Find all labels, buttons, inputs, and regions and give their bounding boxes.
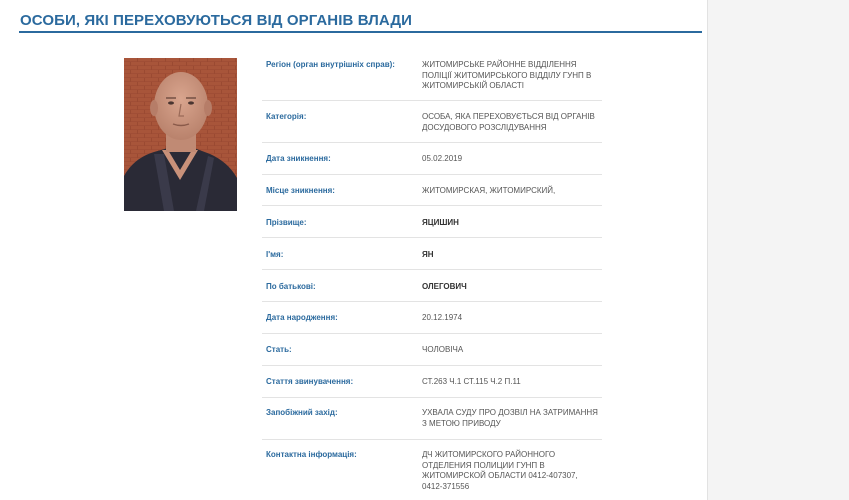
field-label: Стаття звинувачення: <box>266 377 354 386</box>
row-separator <box>262 142 602 143</box>
field-value: СТ.263 Ч.1 СТ.115 Ч.2 П.11 <box>422 377 521 386</box>
field-value: ЧОЛОВІЧА <box>422 345 464 354</box>
field-label: Категорія: <box>266 112 307 121</box>
field-value: 05.02.2019 <box>422 154 463 163</box>
field-value: ЯН <box>422 250 434 259</box>
field-label: Місце зникнення: <box>266 186 335 195</box>
row-separator <box>262 205 602 206</box>
field-value: УХВАЛА СУДУ ПРО ДОЗВІЛ НА ЗАТРИМАННЯ З МЕТОЮ ПРИВОДУ <box>422 408 598 428</box>
field-label: Дата народження: <box>266 313 338 322</box>
field-value: ЯЦИШИН <box>422 218 459 227</box>
person-photo <box>124 58 237 211</box>
field-label: Контактна інформація: <box>266 450 357 459</box>
field-label: Стать: <box>266 345 292 354</box>
field-value: ДЧ ЖИТОМИРСКОГО РАЙОННОГО ОТДЕЛЕНИЯ ПОЛИЦИИ ГУНП В ЖИТОМИРСКОЙ ОБЛАСТИ 0412-407307, 0412-371556 <box>422 450 578 491</box>
row-separator <box>262 174 602 175</box>
field-value: 20.12.1974 <box>422 313 463 322</box>
row-separator <box>262 100 602 101</box>
field-label: Дата зникнення: <box>266 154 331 163</box>
field-label: І'мя: <box>266 250 284 259</box>
row-separator <box>262 439 602 440</box>
field-label: Регіон (орган внутрішніх справ): <box>266 60 395 69</box>
row-separator <box>262 301 602 302</box>
field-value: ОСОБА, ЯКА ПЕРЕХОВУЄТЬСЯ ВІД ОРГАНІВ ДОСУДОВОГО РОЗСЛІДУВАННЯ <box>422 112 595 132</box>
row-separator <box>262 237 602 238</box>
field-label: Запобіжний захід: <box>266 408 338 417</box>
field-label: По батькові: <box>266 282 316 291</box>
field-label: Прізвище: <box>266 218 307 227</box>
page-title: ОСОБИ, ЯКІ ПЕРЕХОВУЮТЬСЯ ВІД ОРГАНІВ ВЛАДИ <box>20 12 413 29</box>
row-separator <box>262 365 602 366</box>
field-value: ЖИТОМИРСКАЯ, ЖИТОМИРСКИЙ, <box>422 186 556 195</box>
field-value: ЖИТОМИРСЬКЕ РАЙОННЕ ВІДДІЛЕННЯ ПОЛІЦІЇ ЖИТОМИРСЬКОГО ВІДДІЛУ ГУНП В ЖИТОМИРСЬКІЙ ОБЛАСТІ <box>422 60 592 90</box>
row-separator <box>262 269 602 270</box>
row-separator <box>262 397 602 398</box>
row-separator <box>262 333 602 334</box>
title-underline <box>19 31 702 33</box>
field-value: ОЛЕГОВИЧ <box>422 282 467 291</box>
